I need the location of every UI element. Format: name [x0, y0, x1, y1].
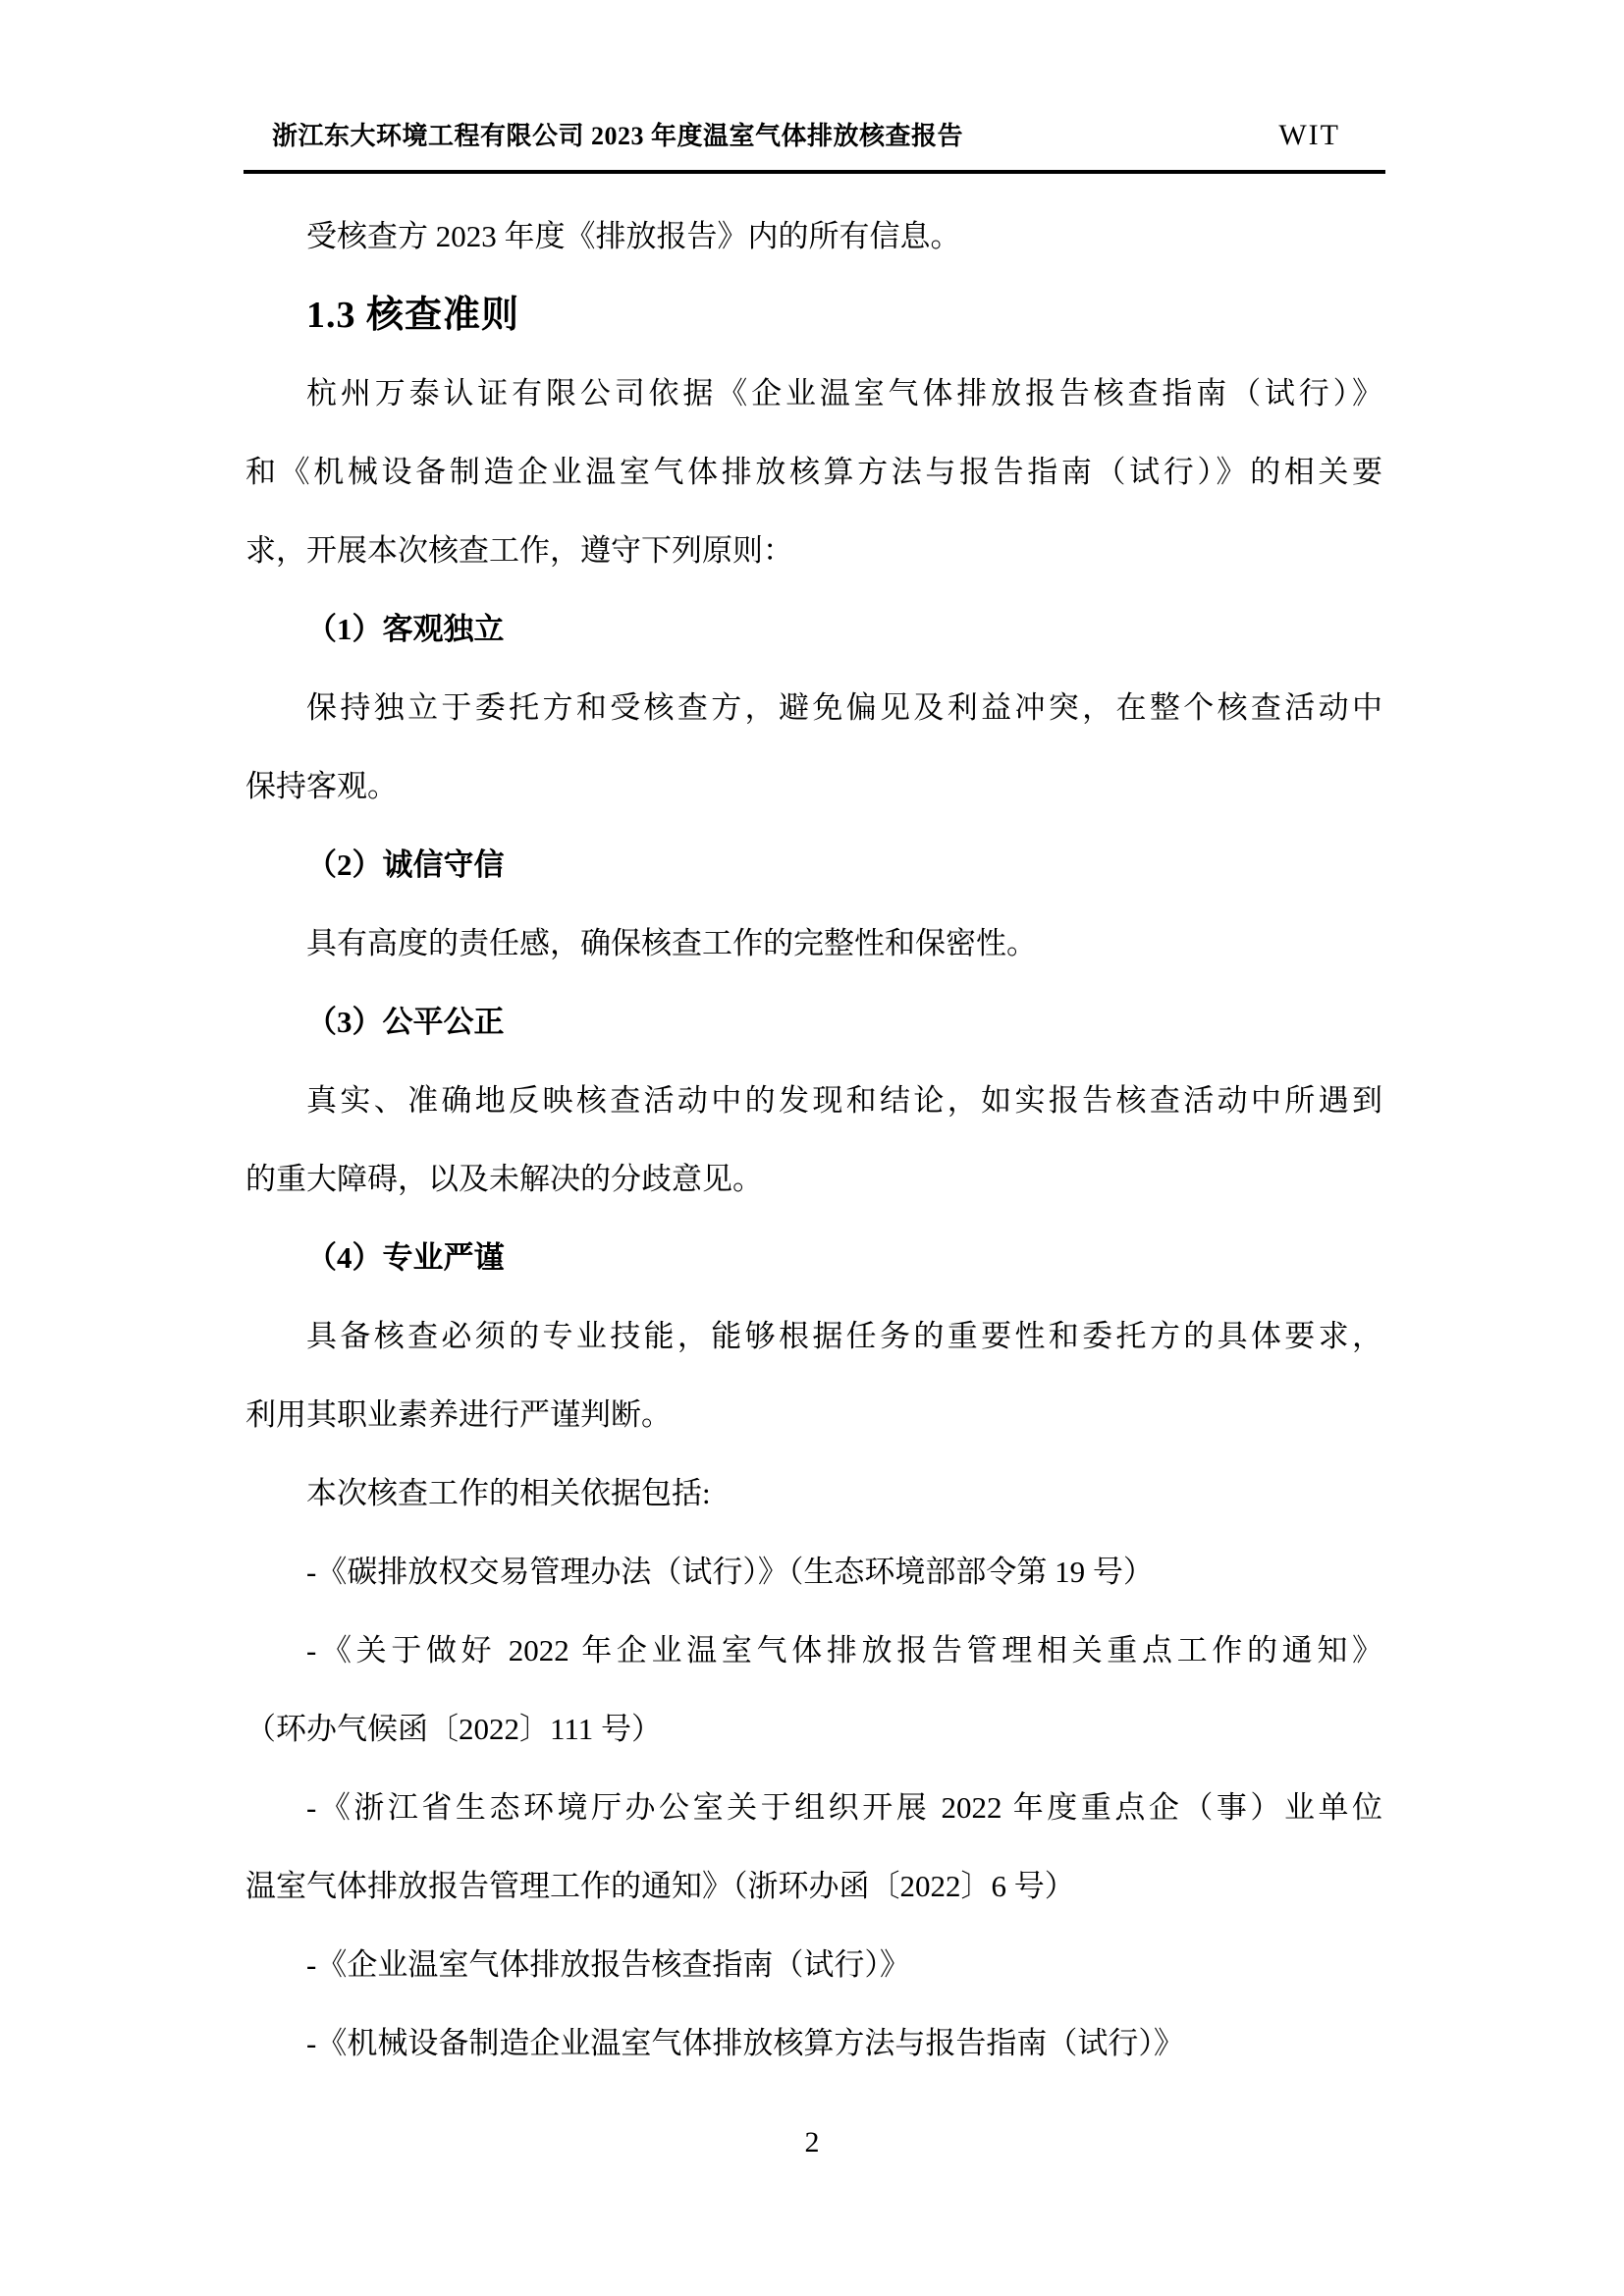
reference-list-line: -《关于做好 2022 年企业温室气体排放报告管理相关重点工作的通知》	[306, 1633, 1382, 1667]
body-text-line: 真实、准确地反映核查活动中的发现和结论，如实报告核查活动中所遇到	[306, 1083, 1382, 1118]
body-text-line: 受核查方 2023 年度《排放报告》内的所有信息。	[306, 219, 961, 253]
body-text-line: 保持客观。	[245, 769, 398, 803]
principle-label-3: （3）公平公正	[306, 1005, 505, 1039]
page-header	[245, 116, 1385, 152]
section-heading-1-3: 1.3 核查准则	[306, 295, 520, 336]
principle-label-1: （1）客观独立	[306, 612, 505, 646]
reference-list-line: -《浙江省生态环境厅办公室关于组织开展 2022 年度重点企（事）业单位	[306, 1790, 1382, 1825]
reference-list-line: -《企业温室气体排放报告核查指南（试行）》	[306, 1947, 910, 1982]
body-text-line: 和《机械设备制造企业温室气体排放核算方法与报告指南（试行）》的相关要	[245, 455, 1382, 489]
body-text-line: 利用其职业素养进行严谨判断。	[245, 1397, 672, 1432]
principle-label-2: （2）诚信守信	[306, 847, 505, 882]
body-text-line: 的重大障碍，以及未解决的分歧意见。	[245, 1162, 763, 1196]
reference-list-line: 温室气体排放报告管理工作的通知》（浙环办函〔2022〕6 号）	[245, 1869, 1075, 1903]
reference-list-line: （环办气候函〔2022〕111 号）	[245, 1712, 662, 1746]
reference-list-line: -《碳排放权交易管理办法（试行）》（生态环境部部令第 19 号）	[306, 1555, 1154, 1589]
reference-list-line: -《机械设备制造企业温室气体排放核算方法与报告指南（试行）》	[306, 2026, 1184, 2060]
header-rule	[244, 170, 1385, 174]
document-body	[245, 197, 1382, 2083]
page-number: 2	[804, 2126, 820, 2159]
body-text-line: 保持独立于委托方和受核查方，避免偏见及利益冲突，在整个核查活动中	[306, 690, 1382, 725]
body-text-line: 具备核查必须的专业技能，能够根据任务的重要性和委托方的具体要求，	[306, 1319, 1382, 1353]
body-text-line: 具有高度的责任感，确保核查工作的完整性和保密性。	[306, 926, 1037, 960]
body-text-line: 本次核查工作的相关依据包括:	[306, 1476, 711, 1510]
body-text-line: 求，开展本次核查工作，遵守下列原则：	[245, 533, 793, 568]
header-title: 浙江东大环境工程有限公司 2023 年度温室气体排放核查报告	[272, 122, 964, 150]
body-text-line: 杭州万泰认证有限公司依据《企业温室气体排放报告核查指南（试行）》	[306, 376, 1382, 410]
header-logo-wit: WIT	[1278, 119, 1340, 151]
principle-label-4: （4）专业严谨	[306, 1240, 505, 1275]
